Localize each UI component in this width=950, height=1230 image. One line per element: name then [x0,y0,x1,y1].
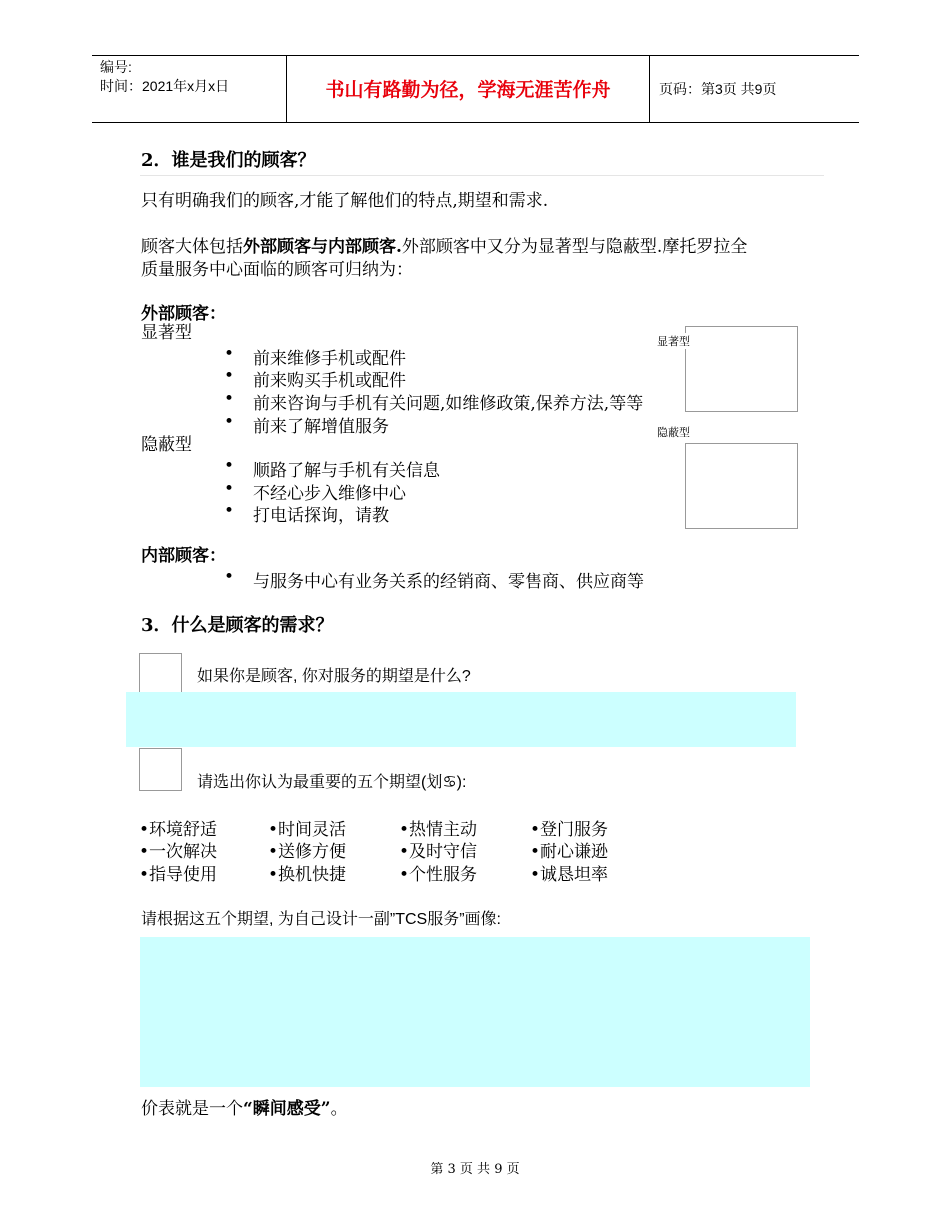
obvious-type-box[interactable] [685,326,798,412]
number-label: 编号: [100,59,132,75]
expectation-option[interactable]: •一次解决 [139,842,218,862]
expectation-option[interactable]: •耐心谦逊 [530,842,609,862]
paragraph-text: 外部顾客中又分为显著型与隐蔽型.摩托罗拉全 [401,237,748,257]
paragraph-text: 质量服务中心面临的顾客可归纳为： [141,260,413,280]
time-label: 时间：2021年x月x日 [100,78,230,94]
hidden-type-box[interactable] [685,443,798,529]
hidden-type-label: 隐蔽型 [141,435,192,455]
expectation-option[interactable]: •环境舒适 [139,820,218,840]
external-customers-heading: 外部顾客： [141,304,226,324]
section2-intro: 只有明确我们的顾客,才能了解他们的特点,期望和需求. [141,191,549,211]
closing-text: 价表就是一个 [141,1099,243,1119]
answer-area-1[interactable] [126,692,796,747]
paragraph-bold: 外部顾客与内部顾客. [243,237,402,257]
heading-separator [140,175,824,176]
closing-bold: “瞬间感受” [243,1099,331,1119]
question1-text: 如果你是顾客, 你对服务的期望是什么? [197,668,471,685]
internal-customers-heading: 内部顾客： [141,546,226,566]
obvious-box-label: 显著型 [657,335,690,348]
closing-text: 。 [330,1099,348,1119]
question2-text: 请选出你认为最重要的五个期望(划♋): [197,774,467,791]
hidden-box-label: 隐蔽型 [657,426,690,439]
header-page-label: 页码：第3页 共9页 [659,81,777,97]
question1-checkbox[interactable] [139,653,182,696]
expectation-option[interactable]: •时间灵活 [268,820,347,840]
header-motto: 书山有路勤为径，学海无涯苦作舟 [325,80,611,101]
expectation-option[interactable]: •热情主动 [399,820,478,840]
closing-line [141,1098,348,1121]
expectation-option[interactable]: •指导使用 [139,865,218,885]
section3-heading: 3．什么是顾客的需求？ [141,615,334,636]
expectation-option[interactable]: •诚恳坦率 [530,865,609,885]
header-meta [100,58,229,96]
expectation-option[interactable]: •换机快捷 [268,865,347,885]
design-prompt: 请根据这五个期望, 为自己设计一副”TCS服务”画像: [141,911,501,928]
header-divider [649,56,650,122]
section2-paragraph [141,236,831,282]
question2-checkbox[interactable] [139,748,182,791]
obvious-type-label: 显著型 [141,323,192,343]
expectation-option[interactable]: •登门服务 [530,820,609,840]
answer-area-2[interactable] [140,937,810,1087]
paragraph-text: 顾客大体包括 [141,237,243,257]
section2-heading: 2．谁是我们的顾客？ [141,150,316,171]
page-footer: 第 3 页 共 9 页 [430,1162,520,1177]
expectation-option[interactable]: •送修方便 [268,842,347,862]
expectation-option[interactable]: •个性服务 [399,865,478,885]
expectation-option[interactable]: •及时守信 [399,842,478,862]
